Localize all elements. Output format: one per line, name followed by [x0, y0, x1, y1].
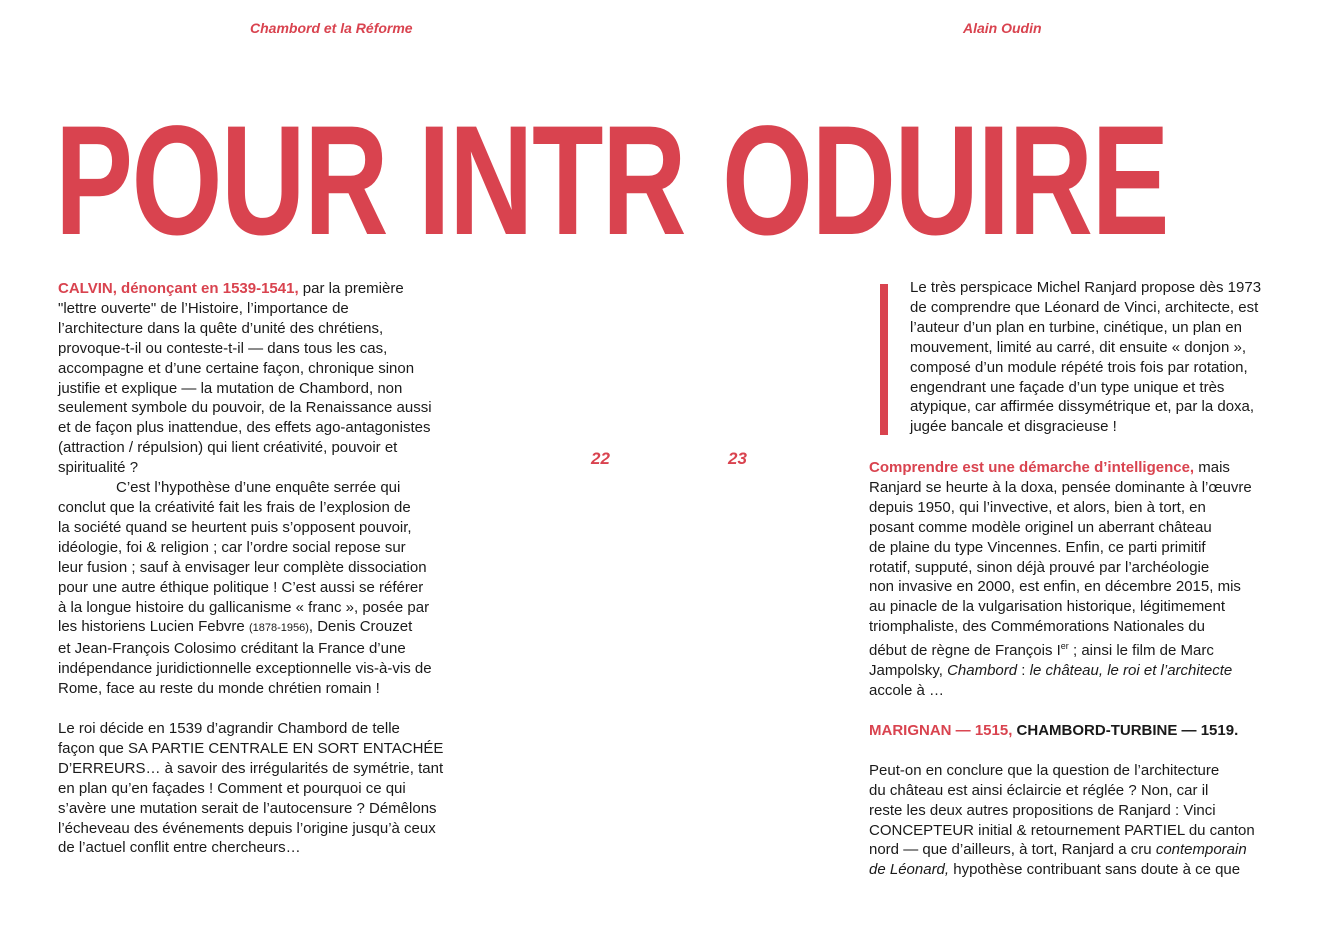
line: de l’actuel conflit entre chercheurs…	[58, 839, 301, 857]
line: D’ERREURS… à savoir des irrégularités de symétrie, tant	[58, 759, 444, 777]
line: depuis 1950, qui l’invective, et alors, bien à tort, en	[869, 498, 1206, 516]
line: spiritualité ?	[58, 459, 139, 477]
line: façon que SA PARTIE CENTRALE EN SORT ENTACHÉE	[58, 739, 444, 757]
line: non invasive en 2000, est enfin, en décembre 2015, mis	[869, 578, 1241, 596]
text: ; ainsi le film de Marc	[1068, 642, 1214, 660]
line: seulement symbole du pouvoir, de la Renaissance aussi	[58, 399, 432, 417]
line: indépendance juridictionnelle exceptionnelle vis-à-vis de	[58, 660, 432, 678]
text: , Denis Crouzet	[308, 618, 413, 636]
line: accole à …	[869, 681, 945, 699]
line: de plaine du type Vincennes. Enfin, ce parti primitif	[869, 538, 1206, 556]
line: à la longue histoire du gallicanisme « franc », posée par	[58, 598, 430, 616]
line: (attraction / répulsion) qui lient créativité, pouvoir et	[58, 439, 398, 457]
line: justifie et explique — la mutation de Chambord, non	[58, 379, 403, 397]
line: engendrant une façade d’un type unique et très	[910, 378, 1225, 396]
paragraph-2	[58, 478, 478, 699]
line: de comprendre que Léonard de Vinci, architecte, est	[910, 298, 1259, 316]
film-title: Chambord	[947, 662, 1018, 680]
line: Ranjard se heurte à la doxa, pensée dominante à l’œuvre	[869, 478, 1252, 496]
paragraph-4	[869, 458, 1289, 701]
line: Le roi décide en 1539 d’agrandir Chambord de telle	[58, 720, 400, 738]
line: accompagne et d’une certaine façon, chronique sinon	[58, 359, 415, 377]
line: idéologie, foi & religion ; car l’ordre social repose sur	[58, 538, 406, 556]
text: :	[1017, 662, 1030, 680]
title-right: ODUIRE	[722, 96, 1169, 266]
line: l’auteur d’un plan en turbine, cinétique, un plan en	[910, 318, 1242, 336]
lead-comprendre: Comprendre est une démarche d’intelligence,	[869, 459, 1195, 476]
line: "lettre ouverte" de l’Histoire, l’importance de	[58, 299, 349, 317]
line: en plan qu’en façades ! Comment et pourquoi ce qui	[58, 779, 406, 797]
line: et de façon plus inattendue, des effets ago-antagonistes	[58, 419, 431, 437]
superscript: er	[1060, 641, 1069, 652]
line: Peut-on en conclure que la question de l’architecture	[869, 761, 1220, 779]
line: composé d’un module répété trois fois par rotation,	[910, 358, 1248, 376]
text: début de règne de François I	[869, 642, 1061, 660]
page-number-right: 23	[728, 449, 747, 468]
line: du château est ainsi éclaircie et réglée ? Non, car il	[869, 781, 1209, 799]
running-head-left: Chambord et la Réforme	[250, 20, 413, 36]
line: reste les deux autres propositions de Ranjard : Vinci	[869, 801, 1216, 819]
line: leur fusion ; sauf à envisager leur complète dissociation	[58, 558, 427, 576]
heading-marignan: MARIGNAN — 1515,	[869, 721, 1013, 739]
paragraph-5	[869, 761, 1289, 880]
running-head-right: Alain Oudin	[963, 20, 1042, 36]
line: triomphaliste, des Commémorations Nationales du	[869, 618, 1205, 636]
italic-text: de Léonard,	[869, 861, 950, 879]
quote-bar	[880, 284, 888, 435]
line: mouvement, limité au carré, dit ensuite « donjon »,	[910, 338, 1247, 356]
dates: (1878-1956)	[248, 622, 309, 635]
pull-quote	[910, 278, 1290, 437]
paragraph-3	[58, 719, 478, 858]
italic-text: contemporain	[1155, 841, 1247, 859]
line: Rome, face au reste du monde chrétien romain !	[58, 680, 380, 698]
text: hypothèse contribuant sans doute à ce que	[949, 861, 1241, 879]
page-number-left: 22	[591, 449, 610, 468]
line: conclut que la créativité fait les frais de l’explosion de	[58, 498, 411, 516]
section-heading	[869, 721, 1289, 741]
paragraph-1	[58, 279, 478, 478]
line: l’architecture dans la quête d’unité des chrétiens,	[58, 319, 384, 337]
heading-chambord: CHAMBORD-TURBINE — 1519.	[1012, 721, 1239, 739]
text: nord — que d’ailleurs, à tort, Ranjard a cru	[869, 841, 1156, 859]
line: et Jean-François Colosimo créditant la France d’une	[58, 640, 406, 658]
line: rotatif, supputé, sinon déjà prouvé par l’archéologie	[869, 558, 1210, 576]
text: Jampolsky,	[869, 662, 948, 680]
text: mais	[1194, 459, 1230, 476]
text: les historiens Lucien Febvre	[58, 618, 249, 636]
line: au pinacle de la vulgarisation historique, légitimement	[869, 598, 1226, 616]
line: atypique, car affirmée dissymétrique et, par la doxa,	[910, 398, 1255, 416]
line: posant comme modèle originel un aberrant château	[869, 518, 1212, 536]
line: CONCEPTEUR initial & retournement PARTIEL du canton	[869, 821, 1255, 839]
line: Le très perspicace Michel Ranjard propose dès 1973	[910, 279, 1262, 296]
lead-calvin: CALVIN, dénonçant en 1539-1541,	[58, 280, 299, 297]
line: jugée bancale et disgracieuse !	[910, 418, 1117, 436]
left-column	[58, 279, 478, 858]
line: provoque-t-il ou conteste-t-il — dans tous les cas,	[58, 339, 388, 357]
line: pour une autre éthique politique ! C’est aussi se référer	[58, 578, 424, 596]
line: s’avère une mutation serait de l’autocensure ? Démêlons	[58, 799, 437, 817]
title-left: POUR INTR	[55, 96, 685, 266]
film-subtitle: le château, le roi et l’architecte	[1029, 662, 1233, 680]
line: la société quand se heurtent puis s’opposent pouvoir,	[58, 518, 412, 536]
text: par la première	[298, 280, 404, 297]
right-column	[869, 458, 1289, 880]
line: l’écheveau des événements depuis l’origine jusqu’à ceux	[58, 819, 436, 837]
line: C’est l’hypothèse d’une enquête serrée qui	[116, 479, 401, 497]
